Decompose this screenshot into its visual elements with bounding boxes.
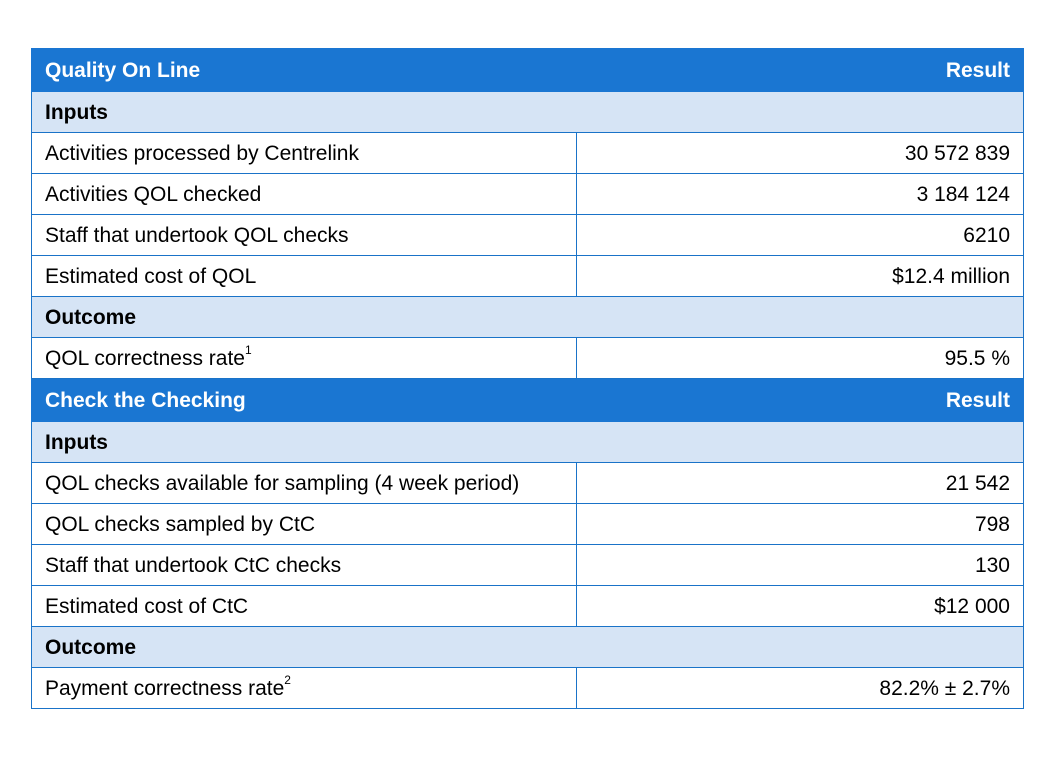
footnote-marker: 1: [244, 343, 252, 357]
table-row: [32, 338, 1024, 379]
row-label-text: QOL correctness rate: [45, 347, 245, 370]
table-row: [32, 463, 1024, 504]
result-column-header: Result: [577, 379, 1024, 422]
table-row: [32, 174, 1024, 215]
table-row: [32, 504, 1024, 545]
group-label: Inputs: [32, 422, 1024, 463]
section-header-check-the-checking: [32, 379, 1024, 422]
row-label: Staff that undertook QOL checks: [32, 215, 577, 256]
row-label: [32, 338, 577, 379]
row-value: 82.2% ± 2.7%: [577, 668, 1024, 709]
row-value: 95.5 %: [577, 338, 1024, 379]
section-title: Check the Checking: [32, 379, 577, 422]
row-label: Staff that undertook CtC checks: [32, 545, 577, 586]
group-header-outcome: [32, 627, 1024, 668]
row-value: 3 184 124: [577, 174, 1024, 215]
row-value: 21 542: [577, 463, 1024, 504]
footnote-marker: 2: [284, 673, 291, 687]
row-value: 130: [577, 545, 1024, 586]
row-label: QOL checks available for sampling (4 week period): [32, 463, 577, 504]
row-label: QOL checks sampled by CtC: [32, 504, 577, 545]
row-value: 6210: [577, 215, 1024, 256]
group-label: Outcome: [32, 297, 1024, 338]
group-label: Inputs: [32, 92, 1024, 133]
row-value: 30 572 839: [577, 133, 1024, 174]
table-row: [32, 545, 1024, 586]
row-label: Activities processed by Centrelink: [32, 133, 577, 174]
result-column-header: Result: [577, 49, 1024, 92]
row-label: [32, 668, 577, 709]
row-value: $12.4 million: [577, 256, 1024, 297]
table-row: [32, 586, 1024, 627]
section-header-quality-on-line: [32, 49, 1024, 92]
row-value: $12 000: [577, 586, 1024, 627]
section-title: Quality On Line: [32, 49, 577, 92]
row-label: Estimated cost of CtC: [32, 586, 577, 627]
group-label: Outcome: [32, 627, 1024, 668]
table-row: [32, 668, 1024, 709]
results-table: [31, 48, 1024, 709]
row-label: Estimated cost of QOL: [32, 256, 577, 297]
group-header-outcome: [32, 297, 1024, 338]
row-label: Activities QOL checked: [32, 174, 577, 215]
table-row: [32, 133, 1024, 174]
table-row: [32, 256, 1024, 297]
row-value: 798: [577, 504, 1024, 545]
group-header-inputs: [32, 422, 1024, 463]
row-label-text: Payment correctness rate: [45, 677, 285, 700]
group-header-inputs: [32, 92, 1024, 133]
table-row: [32, 215, 1024, 256]
